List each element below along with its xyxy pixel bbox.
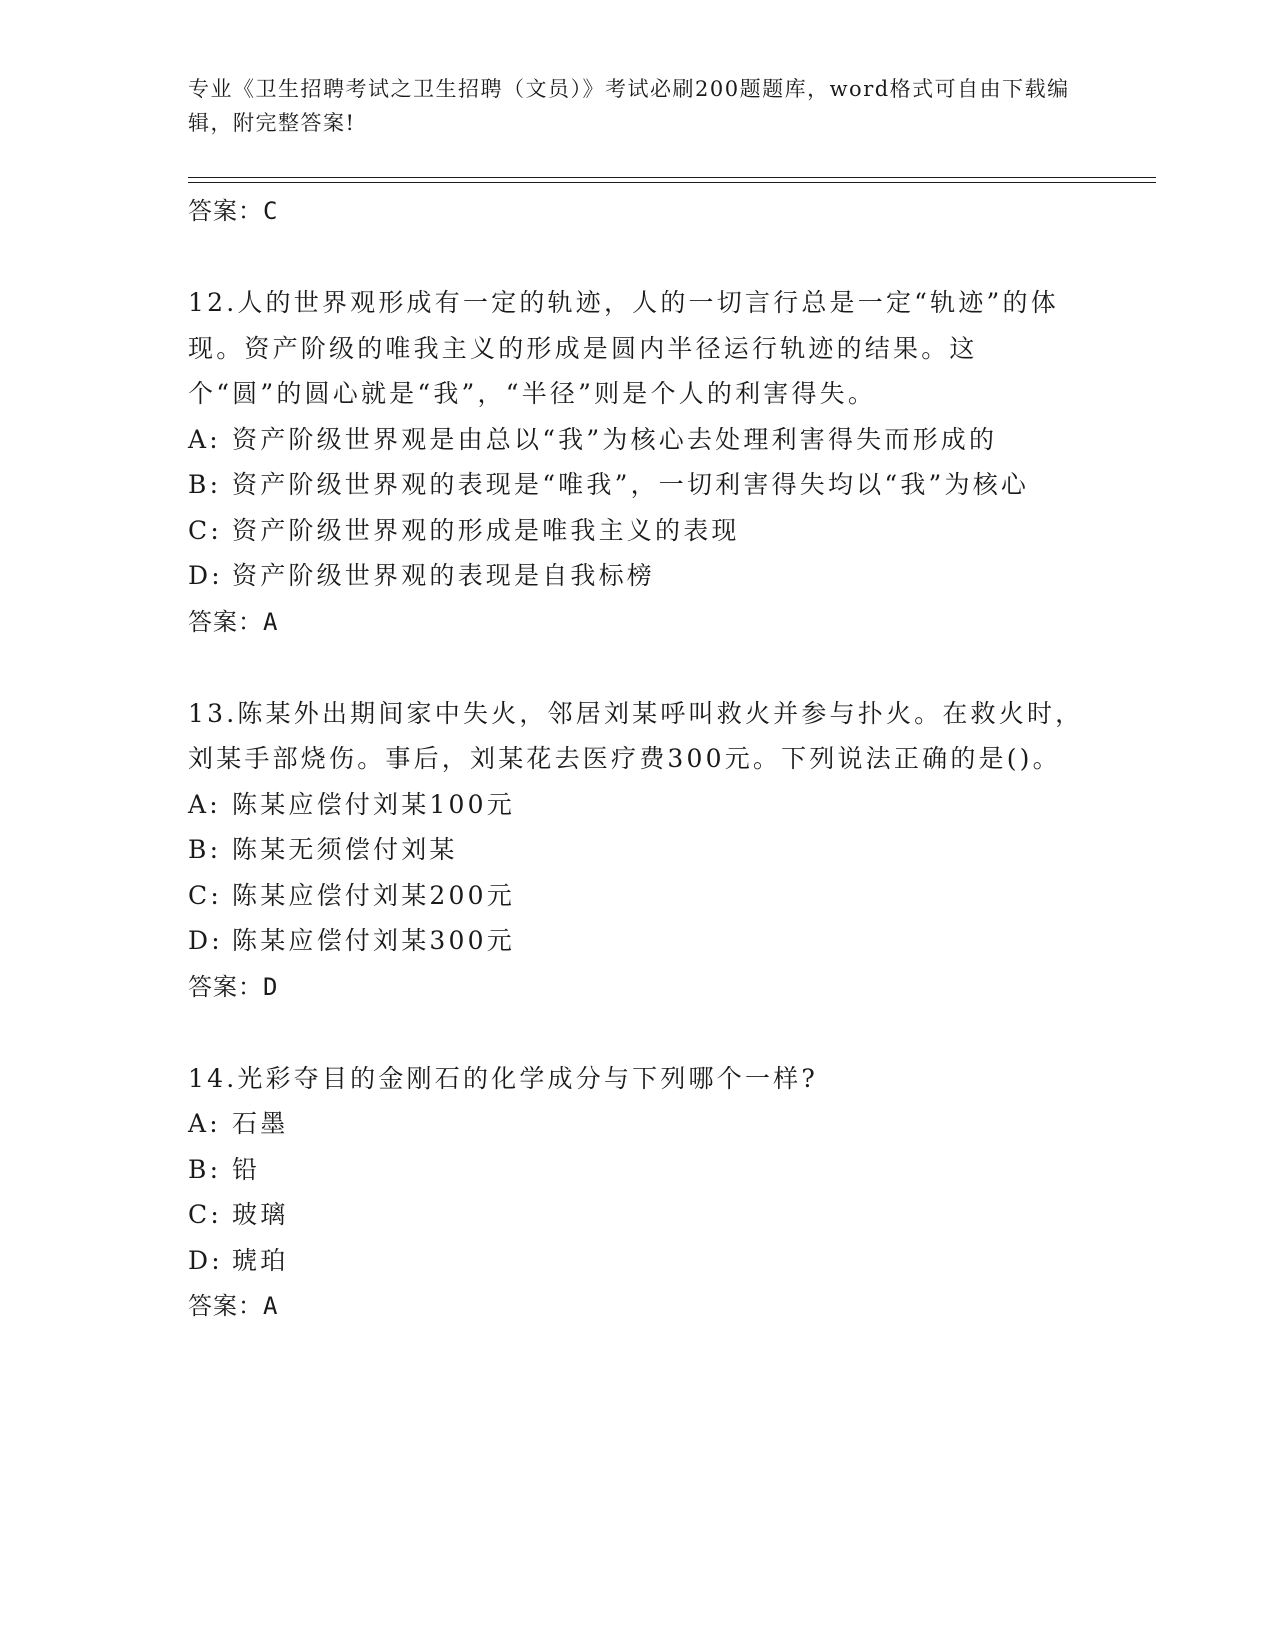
document-header: 专业《卫生招聘考试之卫生招聘（文员）》考试必刷200题题库，word格式可自由下载编辑，附完整答案! [188, 77, 1070, 135]
header-divider-bottom [188, 182, 1156, 183]
option-letter: A: [188, 789, 221, 819]
option-d [188, 553, 1088, 599]
answer-line: 答案：A [188, 1292, 279, 1320]
option-letter: A: [188, 1109, 221, 1138]
document-body [188, 188, 1088, 1329]
option-text: 陈某应偿付刘某200元 [232, 880, 515, 910]
question-14 [188, 1056, 1088, 1330]
option-letter: D: [188, 926, 223, 955]
option-c [188, 508, 1088, 554]
option-b [188, 827, 1088, 873]
option-letter: B: [188, 835, 222, 864]
question-stem: 13.陈某外出期间家中失火，邻居刘某呼叫救火并参与扑火。在救火时，刘某手部烧伤。事后，刘某花去医疗费300元。下列说法正确的是()。 [188, 698, 1084, 773]
option-letter: C: [188, 1200, 222, 1229]
option-text: 铅 [232, 1154, 261, 1184]
option-letter: D: [188, 561, 223, 590]
question-12 [188, 280, 1088, 645]
option-a [188, 1101, 1088, 1147]
option-text: 玻璃 [232, 1200, 289, 1229]
option-text: 陈某应偿付刘某100元 [232, 789, 515, 819]
option-text: 资产阶级世界观的表现是“唯我”，一切利害得失均以“我”为核心 [232, 470, 1030, 499]
option-text: 资产阶级世界观的形成是唯我主义的表现 [232, 515, 740, 545]
option-letter: C: [188, 515, 222, 545]
option-letter: B: [188, 470, 222, 499]
previous-answer: 答案：C [188, 197, 279, 225]
option-letter: D: [188, 1245, 223, 1275]
option-letter: A: [188, 424, 221, 454]
option-text: 资产阶级世界观是由总以“我”为核心去处理利害得失而形成的 [232, 424, 998, 454]
header-divider-top [188, 177, 1156, 178]
answer-line: 答案：D [188, 972, 279, 1001]
option-text: 资产阶级世界观的表现是自我标榜 [232, 561, 656, 590]
option-text: 琥珀 [232, 1245, 289, 1275]
option-a [188, 782, 1088, 828]
question-13 [188, 691, 1088, 1010]
option-letter: B: [188, 1154, 222, 1184]
option-d [188, 918, 1088, 964]
option-c [188, 873, 1088, 919]
option-b [188, 1147, 1088, 1193]
option-text: 陈某无须偿付刘某 [232, 835, 458, 864]
option-text: 陈某应偿付刘某300元 [232, 926, 515, 955]
answer-line: 答案：A [188, 607, 279, 636]
option-text: 石墨 [232, 1109, 289, 1138]
option-b [188, 462, 1088, 508]
question-stem: 12.人的世界观形成有一定的轨迹，人的一切言行总是一定“轨迹”的体现。资产阶级的唯我主义的形成是圆内半径运行轨迹的结果。这个“圆”的圆心就是“我”，“半径”则是个人的利害得失。 [188, 288, 1059, 408]
option-c [188, 1192, 1088, 1238]
option-d [188, 1238, 1088, 1284]
option-a [188, 417, 1088, 463]
option-letter: C: [188, 880, 222, 910]
question-stem: 14.光彩夺目的金刚石的化学成分与下列哪个一样? [188, 1063, 818, 1093]
